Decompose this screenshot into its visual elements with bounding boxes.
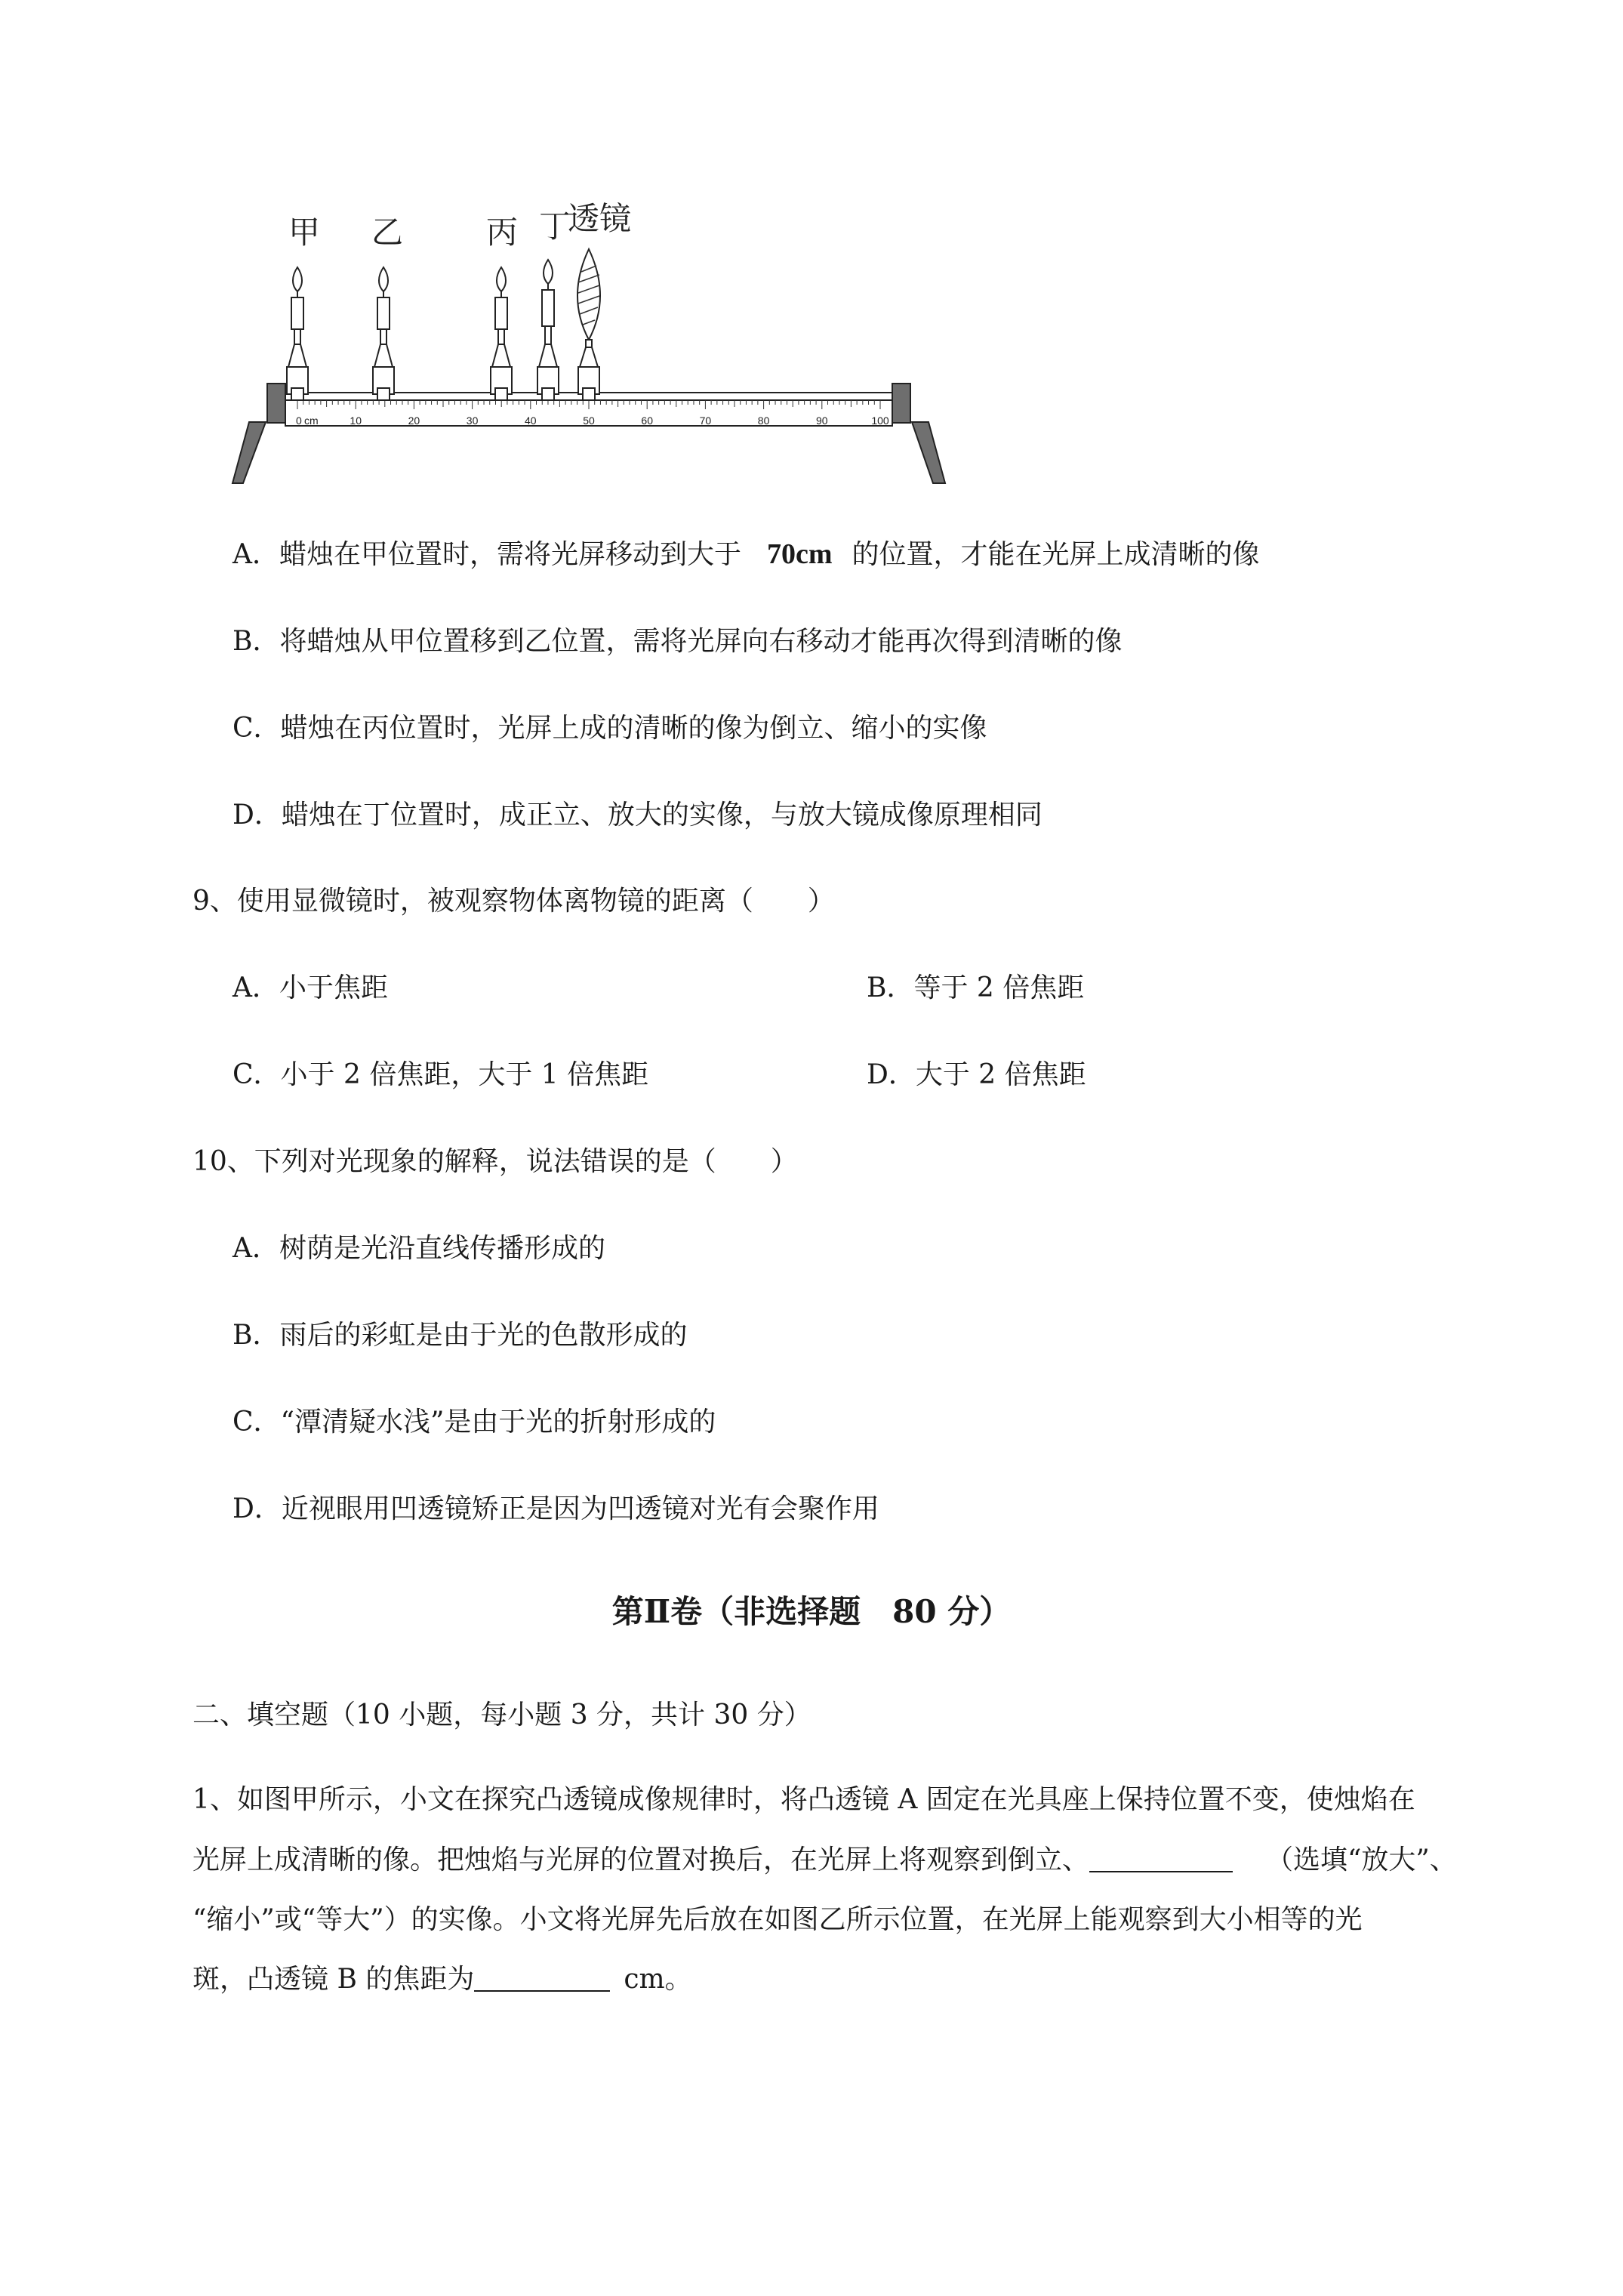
ruler-tick-label: 60	[641, 415, 653, 427]
q10-option-b: B．雨后的彩虹是由于光的色散形成的	[233, 1320, 688, 1351]
q8-option-a-value: 70cm	[767, 538, 833, 570]
q8-option-a-post: 的位置，才能在光屏上成清晰的像	[852, 539, 1260, 570]
label-ding: 丁	[539, 208, 571, 245]
q9-option-a: A．小于焦距	[233, 972, 388, 1003]
bench-left-leg	[233, 422, 266, 483]
ruler-unit: cm	[304, 415, 319, 427]
fill1-blank-1[interactable]	[1089, 1844, 1233, 1872]
ruler-tick-label: 70	[699, 415, 712, 427]
label-bing: 丙	[486, 214, 519, 251]
ruler-tick-label: 10	[350, 415, 362, 427]
ruler-tick-label: 40	[525, 415, 537, 427]
section-title: 第Ⅱ卷（非选择题 80 分）	[611, 1593, 1012, 1630]
q8-option-b: B．将蜡烛从甲位置移到乙位置，需将光屏向右移动才能再次得到清晰的像	[233, 626, 1123, 657]
convex-lens	[577, 249, 600, 400]
q9-option-c: C．小于 2 倍焦距，大于 1 倍焦距	[233, 1059, 649, 1090]
ruler-tick-label: 90	[816, 415, 828, 427]
ruler-tick-label: 30	[466, 415, 479, 427]
q9-option-d: D．大于 2 倍焦距	[867, 1059, 1086, 1090]
fill1-line4	[192, 1963, 692, 1996]
q8-option-c: C．蜡烛在丙位置时，光屏上成的清晰的像为倒立、缩小的实像	[233, 713, 987, 744]
ruler-tick-label: 50	[583, 415, 595, 427]
ruler-tick-label: 100	[871, 415, 889, 427]
fill1-line2	[192, 1844, 1457, 1876]
q8-option-a-pre: A．蜡烛在甲位置时，需将光屏移动到大于	[233, 539, 741, 570]
bench-right-post	[892, 384, 910, 423]
q10-option-d: D．近视眼用凹透镜矫正是因为凹透镜对光有会聚作用	[233, 1493, 879, 1524]
candle-ding	[537, 260, 559, 400]
fill1-line4-post: cm。	[624, 1964, 692, 1995]
candle-yi	[373, 267, 394, 400]
q8-option-a	[233, 538, 1260, 572]
fill1-blank-2[interactable]	[474, 1963, 610, 1992]
optical-bench-figure	[226, 198, 951, 485]
q10-stem: 10、下列对光现象的解释，说法错误的是（ ）	[192, 1146, 798, 1177]
fill1-line2-post: （选填“放大”、	[1266, 1845, 1457, 1875]
fill1-line4-pre: 斑，凸透镜 B 的焦距为	[192, 1964, 475, 1995]
fill1-line2-pre: 光屏上成清晰的像。把烛焰与光屏的位置对换后，在光屏上将观察到倒立、	[192, 1845, 1090, 1875]
ruler-tick-label: 0	[296, 415, 302, 427]
q9-option-b: B．等于 2 倍焦距	[867, 972, 1085, 1003]
label-jia: 甲	[288, 214, 321, 251]
candle-bing	[491, 267, 512, 400]
q8-option-d: D．蜡烛在丁位置时，成正立、放大的实像，与放大镜成像原理相同	[233, 800, 1042, 831]
q10-option-a: A．树荫是光沿直线传播形成的	[233, 1233, 605, 1264]
label-yi: 乙	[371, 214, 404, 251]
bench-right-leg	[912, 422, 945, 483]
fill1-line1: 1、如图甲所示，小文在探究凸透镜成像规律时，将凸透镜 A 固定在光具座上保持位置不变，使烛焰在	[192, 1784, 1415, 1815]
label-lens: 透镜	[568, 200, 632, 237]
fill1-line3: “缩小”或“等大”）的实像。小文将光屏先后放在如图乙所示位置，在光屏上能观察到大小相等的光	[192, 1904, 1363, 1935]
ruler-tick-label: 80	[757, 415, 770, 427]
q10-option-c: C．“潭清疑水浅”是由于光的折射形成的	[233, 1407, 716, 1438]
ruler-tick-label: 20	[408, 415, 420, 427]
bench-left-post	[267, 384, 285, 423]
q9-stem: 9、使用显微镜时，被观察物体离物镜的距离（ ）	[192, 886, 835, 917]
fill-heading: 二、填空题（10 小题，每小题 3 分，共计 30 分）	[192, 1700, 812, 1730]
candle-jia	[287, 267, 308, 400]
